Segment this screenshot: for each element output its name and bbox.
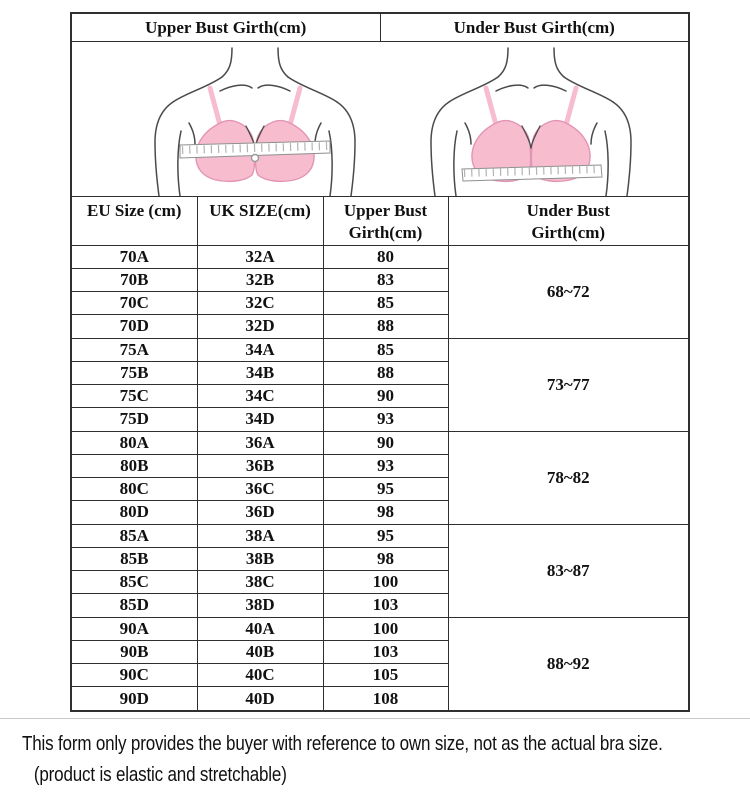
torso-outline [155,48,355,196]
upper-bust-cell: 80 [323,245,448,268]
under-bust-girth-header: Under Bust Girth(cm) [453,17,615,37]
eu-size-cell: 70B [72,268,197,291]
upper-bust-cell: 88 [323,315,448,338]
under-bust-column-header [448,197,688,245]
upper-bust-cell: 93 [323,454,448,477]
eu-size-column-header [72,197,197,245]
upper-bust-girth-header: Upper Bust Girth(cm) [72,14,381,41]
upper-bust-cell: 85 [323,292,448,315]
top-header-row [72,14,688,42]
under-bust-range-cell: 73~77 [448,338,688,431]
eu-size-cell: 85A [72,524,197,547]
eu-size-cell: 90B [72,640,197,663]
uk-size-cell: 32B [197,268,323,291]
bra-drawing [196,88,314,181]
under-bust-range-cell: 68~72 [448,245,688,338]
table-row [72,617,688,640]
uk-size-cell: 32A [197,245,323,268]
upper-bust-column-header [323,197,448,245]
under-bust-measure-illustration [424,46,639,196]
upper-bust-cell: 103 [323,640,448,663]
eu-size-cell: 75A [72,338,197,361]
upper-bust-cell: 95 [323,524,448,547]
upper-bust-cell: 95 [323,478,448,501]
uk-size-cell: 34D [197,408,323,431]
eu-size-cell: 85C [72,571,197,594]
uk-size-cell: 34C [197,385,323,408]
table-row [72,524,688,547]
footer-note-line2: (product is elastic and stretchable) [33,764,287,786]
eu-size-cell: 80A [72,431,197,454]
eu-size-cell: 75C [72,385,197,408]
uk-size-cell: 34A [197,338,323,361]
column-header-row [72,197,688,245]
uk-size-cell: 36D [197,501,323,524]
upper-bust-cell: 100 [323,617,448,640]
size-table [72,197,688,710]
table-row [72,338,688,361]
upper-bust-cell: 100 [323,571,448,594]
column-header-label: Girth(cm) [531,223,606,242]
upper-bust-cell: 103 [323,594,448,617]
uk-size-cell: 38C [197,571,323,594]
uk-size-column-header [197,197,323,245]
eu-size-cell: 85D [72,594,197,617]
upper-bust-cell: 98 [323,547,448,570]
uk-size-cell: 40D [197,687,323,710]
eu-size-cell: 90D [72,687,197,710]
under-bust-range-cell: 78~82 [448,431,688,524]
uk-size-cell: 36A [197,431,323,454]
column-header-label: Upper Bust [343,201,428,220]
eu-size-cell: 80B [72,454,197,477]
upper-bust-cell: 98 [323,501,448,524]
eu-size-cell: 90C [72,664,197,687]
column-header-label: UK SIZE(cm) [209,201,311,220]
eu-size-cell: 90A [72,617,197,640]
under-bust-range-cell: 83~87 [448,524,688,617]
section-divider [0,718,750,719]
upper-bust-cell: 88 [323,361,448,384]
table-row [72,245,688,268]
eu-size-cell: 85B [72,547,197,570]
upper-bust-cell: 83 [323,268,448,291]
upper-bust-cell: 93 [323,408,448,431]
upper-bust-cell: 85 [323,338,448,361]
under-bust-range-cell: 88~92 [448,617,688,710]
uk-size-cell: 36C [197,478,323,501]
upper-bust-cell: 105 [323,664,448,687]
eu-size-cell: 70C [72,292,197,315]
footer-note [22,732,750,788]
uk-size-cell: 40B [197,640,323,663]
eu-size-cell: 70D [72,315,197,338]
upper-bust-measure-illustration [148,46,363,196]
column-header-label: EU Size (cm) [87,201,182,220]
uk-size-cell: 32C [197,292,323,315]
eu-size-cell: 70A [72,245,197,268]
table-row [72,431,688,454]
column-header-label: Girth(cm) [348,223,423,242]
uk-size-cell: 40A [197,617,323,640]
upper-bust-cell: 90 [323,431,448,454]
eu-size-cell: 80C [72,478,197,501]
uk-size-cell: 32D [197,315,323,338]
eu-size-cell: 75D [72,408,197,431]
upper-bust-cell: 90 [323,385,448,408]
uk-size-cell: 38D [197,594,323,617]
eu-size-cell: 80D [72,501,197,524]
measurement-illustrations-row [72,42,688,197]
eu-size-cell: 75B [72,361,197,384]
column-header-label: Under Bust [526,201,610,220]
uk-size-cell: 34B [197,361,323,384]
uk-size-cell: 40C [197,664,323,687]
footer-note-line1: This form only provides the buyer with reference to own size, not as the actual bra size. [22,733,663,755]
uk-size-cell: 36B [197,454,323,477]
size-chart-table [70,12,690,712]
uk-size-cell: 38A [197,524,323,547]
uk-size-cell: 38B [197,547,323,570]
upper-bust-cell: 108 [323,687,448,710]
